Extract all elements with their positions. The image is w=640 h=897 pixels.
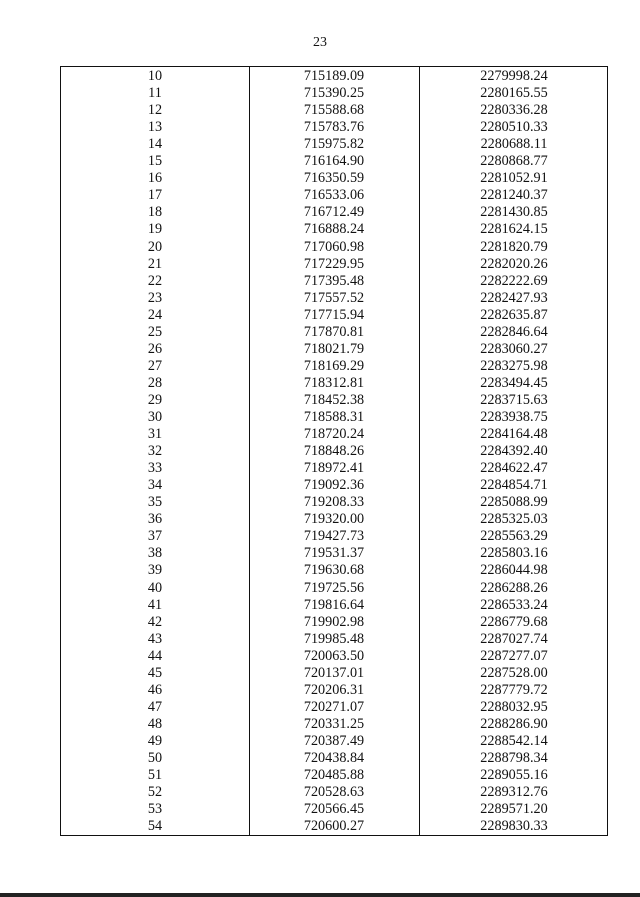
point-number-cell: 43 xyxy=(147,630,163,647)
point-number-cell: 16 xyxy=(147,170,163,187)
point-number-cell: 22 xyxy=(147,272,163,289)
table-row xyxy=(61,716,607,733)
x-coordinate-cell: 719427.73 xyxy=(303,528,365,545)
y-coordinate-cell: 2280510.33 xyxy=(480,119,548,136)
point-number-cell: 18 xyxy=(147,204,163,221)
x-coordinate-cell: 716164.90 xyxy=(303,153,365,170)
table-row xyxy=(61,528,607,545)
point-number-cell: 34 xyxy=(147,477,163,494)
y-coordinate-cell: 2280336.28 xyxy=(480,102,548,119)
x-coordinate-cell: 719208.33 xyxy=(303,494,365,511)
point-number-cell: 14 xyxy=(147,136,163,153)
x-coordinate-cell: 716350.59 xyxy=(303,170,365,187)
table-row xyxy=(61,273,607,290)
point-number-cell: 30 xyxy=(147,409,163,425)
point-number-cell: 33 xyxy=(147,460,163,477)
table-row xyxy=(61,170,607,187)
x-coordinate-cell: 717395.48 xyxy=(303,272,365,289)
x-coordinate-cell: 720387.49 xyxy=(303,732,365,749)
table-row xyxy=(61,682,607,699)
point-number-cell: 54 xyxy=(147,818,163,835)
y-coordinate-cell: 2283275.98 xyxy=(480,357,548,374)
point-number-cell: 26 xyxy=(147,340,163,357)
table-row xyxy=(61,477,607,494)
point-number-cell: 19 xyxy=(147,221,163,238)
x-coordinate-cell: 719902.98 xyxy=(303,613,365,630)
x-coordinate-cell: 720566.45 xyxy=(303,801,365,818)
y-coordinate-cell: 2284392.40 xyxy=(480,443,548,460)
table-row xyxy=(61,409,607,426)
table-row xyxy=(61,784,607,801)
table-row xyxy=(61,119,607,136)
point-number-cell: 12 xyxy=(147,102,163,119)
y-coordinate-cell: 2285803.16 xyxy=(480,545,548,562)
scan-edge xyxy=(0,893,640,897)
table-row xyxy=(61,460,607,477)
point-number-cell: 21 xyxy=(147,255,163,272)
x-coordinate-cell: 718169.29 xyxy=(303,357,365,374)
point-number-cell: 44 xyxy=(147,647,163,664)
y-coordinate-cell: 2287528.00 xyxy=(480,664,548,681)
table-row xyxy=(61,68,607,85)
table-row xyxy=(61,426,607,443)
y-coordinate-cell: 2283060.27 xyxy=(480,340,548,357)
table-row xyxy=(61,204,607,221)
point-number-cell: 15 xyxy=(147,153,163,170)
point-number-cell: 46 xyxy=(147,681,163,698)
table-row xyxy=(61,290,607,307)
table-row xyxy=(61,750,607,767)
point-number-cell: 25 xyxy=(147,323,163,340)
point-number-cell: 17 xyxy=(147,187,163,204)
table-row xyxy=(61,545,607,562)
y-coordinate-cell: 2284164.48 xyxy=(480,426,548,443)
point-number-cell: 48 xyxy=(147,715,163,732)
point-number-cell: 29 xyxy=(147,391,163,408)
x-coordinate-cell: 719531.37 xyxy=(303,545,365,562)
point-number-cell: 52 xyxy=(147,784,163,801)
point-number-cell: 50 xyxy=(147,750,163,766)
point-number-cell: 40 xyxy=(147,579,163,596)
point-number-cell: 49 xyxy=(147,732,163,749)
table-row xyxy=(61,392,607,409)
y-coordinate-cell: 2280868.77 xyxy=(480,153,548,170)
y-coordinate-cell: 2281052.91 xyxy=(480,170,548,187)
point-number-cell: 37 xyxy=(147,528,163,545)
y-coordinate-cell: 2288542.14 xyxy=(480,732,548,749)
y-coordinate-cell: 2282222.69 xyxy=(480,272,548,289)
x-coordinate-cell: 717870.81 xyxy=(303,323,365,340)
table-row xyxy=(61,614,607,631)
y-coordinate-cell: 2282020.26 xyxy=(480,255,548,272)
table-row xyxy=(61,494,607,511)
y-coordinate-cell: 2280688.11 xyxy=(480,136,548,153)
point-number-cell: 47 xyxy=(147,698,163,715)
point-number-cell: 39 xyxy=(147,562,163,579)
x-coordinate-cell: 718972.41 xyxy=(303,460,365,477)
y-coordinate-cell: 2283494.45 xyxy=(480,374,548,391)
x-coordinate-cell: 715588.68 xyxy=(303,102,365,119)
table-row xyxy=(61,597,607,614)
table-row xyxy=(61,187,607,204)
x-coordinate-cell: 719816.64 xyxy=(303,596,365,613)
x-coordinate-cell: 719320.00 xyxy=(303,511,365,528)
table-row xyxy=(61,85,607,102)
table-row xyxy=(61,358,607,375)
x-coordinate-cell: 715975.82 xyxy=(303,136,365,153)
y-coordinate-cell: 2282635.87 xyxy=(480,306,548,323)
x-coordinate-cell: 715783.76 xyxy=(303,119,365,136)
x-coordinate-cell: 715390.25 xyxy=(303,85,365,102)
point-number-cell: 23 xyxy=(147,289,163,306)
table-row xyxy=(61,818,607,835)
point-number-cell: 11 xyxy=(148,85,162,102)
table-row xyxy=(61,443,607,460)
point-number-cell: 45 xyxy=(147,664,163,681)
y-coordinate-cell: 2283938.75 xyxy=(480,409,548,425)
y-coordinate-cell: 2289055.16 xyxy=(480,767,548,784)
point-number-cell: 24 xyxy=(147,306,163,323)
table-row xyxy=(61,324,607,341)
x-coordinate-cell: 716888.24 xyxy=(303,221,365,238)
x-coordinate-cell: 720485.88 xyxy=(303,767,365,784)
x-coordinate-cell: 719725.56 xyxy=(303,579,365,596)
table-row xyxy=(61,631,607,648)
point-number-cell: 10 xyxy=(147,68,163,84)
x-coordinate-cell: 720137.01 xyxy=(303,664,365,681)
table-row xyxy=(61,665,607,682)
y-coordinate-cell: 2285563.29 xyxy=(480,528,548,545)
x-coordinate-cell: 720331.25 xyxy=(303,715,365,732)
y-coordinate-cell: 2288798.34 xyxy=(480,750,548,766)
point-number-cell: 31 xyxy=(147,426,163,443)
y-coordinate-cell: 2281430.85 xyxy=(480,204,548,221)
point-number-cell: 51 xyxy=(147,767,163,784)
point-number-cell: 27 xyxy=(147,357,163,374)
y-coordinate-cell: 2288286.90 xyxy=(480,715,548,732)
y-coordinate-cell: 2281624.15 xyxy=(480,221,548,238)
x-coordinate-cell: 718720.24 xyxy=(303,426,365,443)
coordinate-table xyxy=(60,66,608,836)
table-row xyxy=(61,102,607,119)
x-coordinate-cell: 720438.84 xyxy=(303,750,365,766)
y-coordinate-cell: 2287277.07 xyxy=(480,647,548,664)
y-coordinate-cell: 2279998.24 xyxy=(480,68,548,84)
point-number-cell: 38 xyxy=(147,545,163,562)
table-row xyxy=(61,562,607,579)
table-row xyxy=(61,256,607,273)
table-row xyxy=(61,511,607,528)
y-coordinate-cell: 2288032.95 xyxy=(480,698,548,715)
table-row xyxy=(61,307,607,324)
y-coordinate-cell: 2287027.74 xyxy=(480,630,548,647)
x-coordinate-cell: 720063.50 xyxy=(303,647,365,664)
x-coordinate-cell: 716533.06 xyxy=(303,187,365,204)
table-row xyxy=(61,580,607,597)
point-number-cell: 35 xyxy=(147,494,163,511)
table-row xyxy=(61,239,607,256)
y-coordinate-cell: 2283715.63 xyxy=(480,391,548,408)
x-coordinate-cell: 720528.63 xyxy=(303,784,365,801)
y-coordinate-cell: 2284854.71 xyxy=(480,477,548,494)
page-number: 23 xyxy=(313,35,327,50)
y-coordinate-cell: 2286779.68 xyxy=(480,613,548,630)
y-coordinate-cell: 2280165.55 xyxy=(480,85,548,102)
x-coordinate-cell: 719092.36 xyxy=(303,477,365,494)
point-number-cell: 20 xyxy=(147,238,163,255)
y-coordinate-cell: 2286288.26 xyxy=(480,579,548,596)
x-coordinate-cell: 720600.27 xyxy=(303,818,365,835)
x-coordinate-cell: 716712.49 xyxy=(303,204,365,221)
y-coordinate-cell: 2285088.99 xyxy=(480,494,548,511)
table-row xyxy=(61,648,607,665)
point-number-cell: 32 xyxy=(147,443,163,460)
y-coordinate-cell: 2282846.64 xyxy=(480,323,548,340)
x-coordinate-cell: 718312.81 xyxy=(303,374,365,391)
y-coordinate-cell: 2284622.47 xyxy=(480,460,548,477)
point-number-cell: 13 xyxy=(147,119,163,136)
x-coordinate-cell: 720206.31 xyxy=(303,681,365,698)
y-coordinate-cell: 2282427.93 xyxy=(480,289,548,306)
table-row xyxy=(61,375,607,392)
table-row xyxy=(61,153,607,170)
point-number-cell: 42 xyxy=(147,613,163,630)
x-coordinate-cell: 719985.48 xyxy=(303,630,365,647)
x-coordinate-cell: 718452.38 xyxy=(303,391,365,408)
x-coordinate-cell: 717715.94 xyxy=(303,306,365,323)
table-row xyxy=(61,733,607,750)
x-coordinate-cell: 718848.26 xyxy=(303,443,365,460)
y-coordinate-cell: 2281240.37 xyxy=(480,187,548,204)
x-coordinate-cell: 719630.68 xyxy=(303,562,365,579)
x-coordinate-cell: 717060.98 xyxy=(303,238,365,255)
point-number-cell: 41 xyxy=(147,596,163,613)
table-row xyxy=(61,801,607,818)
point-number-cell: 53 xyxy=(147,801,163,818)
table-row xyxy=(61,767,607,784)
y-coordinate-cell: 2289312.76 xyxy=(480,784,548,801)
point-number-cell: 28 xyxy=(147,374,163,391)
y-coordinate-cell: 2286044.98 xyxy=(480,562,548,579)
table-row xyxy=(61,699,607,716)
y-coordinate-cell: 2289830.33 xyxy=(480,818,548,835)
table-row xyxy=(61,341,607,358)
x-coordinate-cell: 720271.07 xyxy=(303,698,365,715)
x-coordinate-cell: 718021.79 xyxy=(303,340,365,357)
x-coordinate-cell: 717557.52 xyxy=(303,289,365,306)
x-coordinate-cell: 718588.31 xyxy=(303,409,365,425)
y-coordinate-cell: 2281820.79 xyxy=(480,238,548,255)
y-coordinate-cell: 2287779.72 xyxy=(480,681,548,698)
y-coordinate-cell: 2286533.24 xyxy=(480,596,548,613)
point-number-cell: 36 xyxy=(147,511,163,528)
y-coordinate-cell: 2285325.03 xyxy=(480,511,548,528)
table-row xyxy=(61,136,607,153)
y-coordinate-cell: 2289571.20 xyxy=(480,801,548,818)
table-row xyxy=(61,221,607,238)
x-coordinate-cell: 715189.09 xyxy=(303,68,365,84)
x-coordinate-cell: 717229.95 xyxy=(303,255,365,272)
